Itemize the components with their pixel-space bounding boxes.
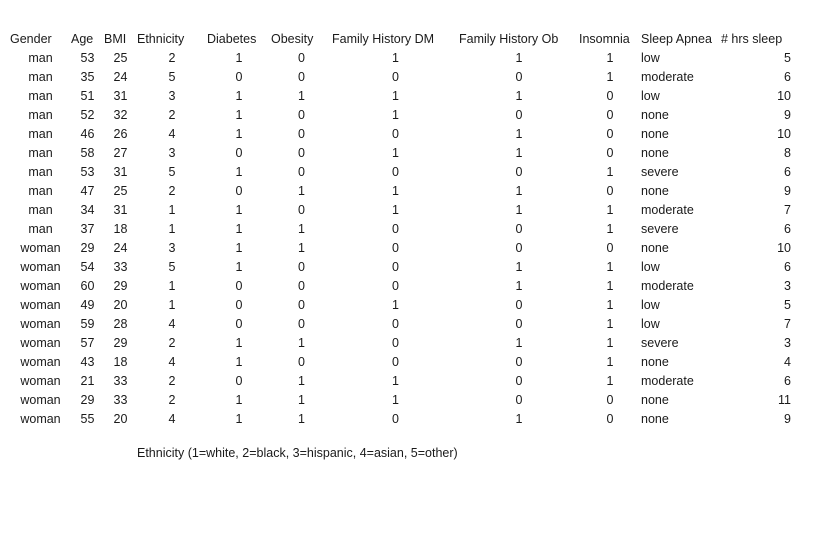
cell-diabetes: 0 xyxy=(235,298,243,312)
cell-gender: man xyxy=(28,89,53,103)
cell-ethnicity: 2 xyxy=(168,184,176,198)
cell-diabetes: 0 xyxy=(235,317,243,331)
cell-hrs-sleep: 7 xyxy=(784,203,791,217)
cell-hrs-sleep: 11 xyxy=(778,393,791,407)
cell-obesity: 1 xyxy=(298,89,305,103)
cell-family-history-ob: 0 xyxy=(515,374,523,388)
cell-hrs-sleep: 5 xyxy=(784,51,791,65)
cell-insomnia: 0 xyxy=(606,241,614,255)
cell-age: 49 xyxy=(80,298,95,312)
cell-obesity: 0 xyxy=(298,298,305,312)
cell-gender: woman xyxy=(20,336,61,350)
cell-family-history-ob: 0 xyxy=(515,298,523,312)
cell-sleep-apnea: low xyxy=(641,89,660,103)
cell-bmi: 26 xyxy=(113,127,128,141)
cell-gender: man xyxy=(28,146,53,160)
cell-bmi: 29 xyxy=(113,336,128,350)
cell-sleep-apnea: none xyxy=(641,355,669,369)
cell-age: 37 xyxy=(80,222,95,236)
cell-sleep-apnea: moderate xyxy=(641,70,694,84)
cell-ethnicity: 5 xyxy=(168,165,176,179)
cell-ethnicity: 2 xyxy=(168,51,176,65)
cell-diabetes: 1 xyxy=(235,222,243,236)
header-row xyxy=(10,30,815,49)
table-row xyxy=(10,296,815,315)
cell-family-history-dm: 0 xyxy=(392,127,399,141)
cell-sleep-apnea: none xyxy=(641,108,669,122)
cell-insomnia: 1 xyxy=(606,317,614,331)
cell-diabetes: 0 xyxy=(235,279,243,293)
cell-hrs-sleep: 6 xyxy=(784,260,791,274)
col-header-hrs-sleep: # hrs sleep xyxy=(721,32,783,46)
cell-family-history-ob: 0 xyxy=(515,393,523,407)
cell-bmi: 18 xyxy=(113,355,128,369)
cell-hrs-sleep: 10 xyxy=(777,241,791,255)
cell-gender: man xyxy=(28,184,53,198)
cell-age: 43 xyxy=(80,355,95,369)
cell-family-history-dm: 1 xyxy=(392,89,399,103)
cell-age: 52 xyxy=(80,108,95,122)
cell-insomnia: 0 xyxy=(606,412,614,426)
cell-obesity: 1 xyxy=(298,412,305,426)
cell-sleep-apnea: moderate xyxy=(641,203,694,217)
col-header-insomnia: Insomnia xyxy=(579,32,630,46)
cell-ethnicity: 2 xyxy=(168,374,176,388)
cell-bmi: 31 xyxy=(113,203,128,217)
cell-hrs-sleep: 7 xyxy=(784,317,791,331)
cell-obesity: 0 xyxy=(298,279,305,293)
cell-ethnicity: 1 xyxy=(168,222,176,236)
cell-ethnicity: 1 xyxy=(168,203,176,217)
cell-hrs-sleep: 4 xyxy=(784,355,791,369)
cell-insomnia: 1 xyxy=(606,70,614,84)
cell-diabetes: 1 xyxy=(235,203,243,217)
cell-obesity: 1 xyxy=(298,184,305,198)
cell-diabetes: 1 xyxy=(235,336,243,350)
cell-age: 21 xyxy=(80,374,95,388)
cell-family-history-ob: 1 xyxy=(515,184,523,198)
cell-family-history-ob: 0 xyxy=(515,108,523,122)
cell-gender: man xyxy=(28,108,53,122)
cell-gender: man xyxy=(28,127,53,141)
table-row xyxy=(10,334,815,353)
cell-gender: woman xyxy=(20,393,61,407)
cell-bmi: 20 xyxy=(113,412,128,426)
cell-obesity: 0 xyxy=(298,127,305,141)
cell-family-history-ob: 0 xyxy=(515,241,523,255)
cell-insomnia: 1 xyxy=(606,203,614,217)
cell-insomnia: 1 xyxy=(606,298,614,312)
cell-ethnicity: 4 xyxy=(168,412,176,426)
cell-bmi: 31 xyxy=(113,89,128,103)
table-row xyxy=(10,106,815,125)
cell-family-history-dm: 1 xyxy=(392,374,399,388)
cell-family-history-dm: 1 xyxy=(392,298,399,312)
cell-obesity: 1 xyxy=(298,241,305,255)
cell-obesity: 1 xyxy=(298,222,305,236)
col-header-family-history-dm: Family History DM xyxy=(332,32,435,46)
cell-insomnia: 0 xyxy=(606,89,614,103)
cell-family-history-dm: 1 xyxy=(392,393,399,407)
cell-diabetes: 1 xyxy=(235,108,243,122)
cell-gender: man xyxy=(28,203,53,217)
cell-gender: man xyxy=(28,222,53,236)
cell-diabetes: 1 xyxy=(235,165,243,179)
cell-diabetes: 1 xyxy=(235,355,243,369)
cell-family-history-dm: 0 xyxy=(392,222,399,236)
cell-family-history-ob: 0 xyxy=(515,222,523,236)
col-header-gender: Gender xyxy=(10,32,52,46)
cell-bmi: 27 xyxy=(113,146,128,160)
cell-sleep-apnea: none xyxy=(641,184,669,198)
cell-diabetes: 0 xyxy=(235,374,243,388)
cell-insomnia: 1 xyxy=(606,374,614,388)
cell-hrs-sleep: 3 xyxy=(784,336,791,350)
cell-family-history-ob: 1 xyxy=(515,203,523,217)
cell-insomnia: 1 xyxy=(606,336,614,350)
col-header-bmi: BMI xyxy=(104,32,127,46)
cell-diabetes: 1 xyxy=(235,260,243,274)
cell-hrs-sleep: 9 xyxy=(784,108,791,122)
cell-age: 54 xyxy=(80,260,95,274)
cell-family-history-ob: 1 xyxy=(515,51,523,65)
cell-obesity: 0 xyxy=(298,165,305,179)
cell-age: 53 xyxy=(80,165,95,179)
cell-ethnicity: 4 xyxy=(168,127,176,141)
cell-bmi: 25 xyxy=(113,184,128,198)
cell-ethnicity: 3 xyxy=(168,146,176,160)
cell-diabetes: 0 xyxy=(235,146,243,160)
cell-gender: man xyxy=(28,165,53,179)
cell-insomnia: 0 xyxy=(606,108,614,122)
cell-family-history-ob: 1 xyxy=(515,146,523,160)
cell-family-history-ob: 1 xyxy=(515,260,523,274)
cell-age: 58 xyxy=(80,146,95,160)
cell-age: 46 xyxy=(80,127,95,141)
cell-obesity: 0 xyxy=(298,146,305,160)
cell-ethnicity: 3 xyxy=(168,241,176,255)
cell-ethnicity: 1 xyxy=(168,279,176,293)
cell-obesity: 0 xyxy=(298,203,305,217)
table-row xyxy=(10,87,815,106)
cell-age: 29 xyxy=(80,393,95,407)
col-header-family-history-ob: Family History Ob xyxy=(459,32,559,46)
cell-ethnicity: 2 xyxy=(168,336,176,350)
cell-insomnia: 0 xyxy=(606,184,614,198)
cell-gender: woman xyxy=(20,317,61,331)
table-row xyxy=(10,220,815,239)
cell-family-history-dm: 0 xyxy=(392,260,399,274)
cell-ethnicity: 2 xyxy=(168,393,176,407)
cell-diabetes: 1 xyxy=(235,51,243,65)
cell-sleep-apnea: moderate xyxy=(641,279,694,293)
cell-age: 47 xyxy=(80,184,95,198)
cell-family-history-dm: 1 xyxy=(392,184,399,198)
cell-sleep-apnea: none xyxy=(641,393,669,407)
table-row xyxy=(10,144,815,163)
cell-insomnia: 0 xyxy=(606,146,614,160)
cell-diabetes: 0 xyxy=(235,184,243,198)
cell-sleep-apnea: none xyxy=(641,127,669,141)
cell-ethnicity: 4 xyxy=(168,355,176,369)
cell-age: 57 xyxy=(80,336,95,350)
cell-obesity: 0 xyxy=(298,260,305,274)
cell-obesity: 0 xyxy=(298,355,305,369)
cell-ethnicity: 4 xyxy=(168,317,176,331)
cell-family-history-dm: 1 xyxy=(392,51,399,65)
cell-family-history-dm: 0 xyxy=(392,241,399,255)
cell-hrs-sleep: 8 xyxy=(784,146,791,160)
cell-family-history-dm: 0 xyxy=(392,279,399,293)
cell-hrs-sleep: 6 xyxy=(784,70,791,84)
table-row xyxy=(10,258,815,277)
cell-family-history-dm: 0 xyxy=(392,165,399,179)
cell-ethnicity: 5 xyxy=(168,260,176,274)
cell-family-history-dm: 1 xyxy=(392,146,399,160)
cell-bmi: 24 xyxy=(113,70,128,84)
cell-sleep-apnea: none xyxy=(641,241,669,255)
cell-insomnia: 0 xyxy=(606,127,614,141)
cell-insomnia: 1 xyxy=(606,165,614,179)
cell-family-history-ob: 1 xyxy=(515,127,523,141)
cell-sleep-apnea: low xyxy=(641,298,660,312)
cell-bmi: 33 xyxy=(113,260,128,274)
table-row xyxy=(10,410,815,429)
table-row xyxy=(10,68,815,87)
cell-obesity: 1 xyxy=(298,374,305,388)
table-row xyxy=(10,49,815,68)
table-row xyxy=(10,372,815,391)
cell-hrs-sleep: 3 xyxy=(784,279,791,293)
table-row xyxy=(10,353,815,372)
cell-insomnia: 1 xyxy=(606,355,614,369)
cell-family-history-dm: 1 xyxy=(392,203,399,217)
cell-hrs-sleep: 6 xyxy=(784,222,791,236)
cell-hrs-sleep: 5 xyxy=(784,298,791,312)
cell-sleep-apnea: moderate xyxy=(641,374,694,388)
cell-bmi: 29 xyxy=(113,279,128,293)
cell-sleep-apnea: severe xyxy=(641,336,679,350)
cell-sleep-apnea: none xyxy=(641,412,669,426)
cell-family-history-dm: 1 xyxy=(392,108,399,122)
cell-hrs-sleep: 9 xyxy=(784,412,791,426)
cell-diabetes: 1 xyxy=(235,393,243,407)
cell-gender: woman xyxy=(20,355,61,369)
cell-hrs-sleep: 6 xyxy=(784,374,791,388)
cell-diabetes: 1 xyxy=(235,412,243,426)
cell-sleep-apnea: severe xyxy=(641,222,679,236)
cell-bmi: 18 xyxy=(113,222,128,236)
cell-obesity: 0 xyxy=(298,51,305,65)
cell-family-history-ob: 0 xyxy=(515,70,523,84)
cell-insomnia: 0 xyxy=(606,393,614,407)
cell-age: 51 xyxy=(80,89,95,103)
cell-age: 53 xyxy=(80,51,95,65)
cell-gender: woman xyxy=(20,241,61,255)
cell-bmi: 33 xyxy=(113,374,128,388)
cell-family-history-ob: 0 xyxy=(515,355,523,369)
data-table xyxy=(10,30,815,429)
cell-bmi: 20 xyxy=(113,298,128,312)
cell-sleep-apnea: none xyxy=(641,146,669,160)
col-header-age: Age xyxy=(71,32,94,46)
cell-gender: man xyxy=(28,70,53,84)
cell-gender: woman xyxy=(20,412,61,426)
cell-sleep-apnea: low xyxy=(641,317,660,331)
col-header-ethnicity: Ethnicity xyxy=(137,32,185,46)
col-header-obesity: Obesity xyxy=(271,32,314,46)
table-row xyxy=(10,201,815,220)
cell-gender: woman xyxy=(20,298,61,312)
cell-diabetes: 1 xyxy=(235,89,243,103)
cell-family-history-ob: 1 xyxy=(515,336,523,350)
cell-bmi: 33 xyxy=(113,393,128,407)
cell-family-history-dm: 0 xyxy=(392,336,399,350)
cell-family-history-ob: 1 xyxy=(515,89,523,103)
cell-diabetes: 1 xyxy=(235,241,243,255)
cell-age: 59 xyxy=(80,317,95,331)
cell-sleep-apnea: low xyxy=(641,51,660,65)
cell-gender: man xyxy=(28,51,53,65)
table-row xyxy=(10,125,815,144)
cell-hrs-sleep: 9 xyxy=(784,184,791,198)
cell-age: 34 xyxy=(80,203,95,217)
cell-bmi: 24 xyxy=(113,241,128,255)
cell-diabetes: 1 xyxy=(235,127,243,141)
cell-sleep-apnea: severe xyxy=(641,165,679,179)
cell-bmi: 31 xyxy=(113,165,128,179)
table-row xyxy=(10,391,815,410)
cell-insomnia: 1 xyxy=(606,51,614,65)
cell-family-history-dm: 0 xyxy=(392,70,399,84)
cell-bmi: 25 xyxy=(113,51,128,65)
cell-insomnia: 1 xyxy=(606,222,614,236)
table-row xyxy=(10,277,815,296)
cell-ethnicity: 1 xyxy=(168,298,176,312)
cell-age: 55 xyxy=(80,412,95,426)
cell-family-history-dm: 0 xyxy=(392,355,399,369)
col-header-sleep-apnea: Sleep Apnea xyxy=(641,32,712,46)
cell-obesity: 0 xyxy=(298,317,305,331)
ethnicity-legend-note: Ethnicity (1=white, 2=black, 3=hispanic, 4=asian, 5=other) xyxy=(137,446,458,460)
cell-ethnicity: 3 xyxy=(168,89,176,103)
cell-gender: woman xyxy=(20,374,61,388)
table-row xyxy=(10,315,815,334)
cell-obesity: 0 xyxy=(298,70,305,84)
cell-diabetes: 0 xyxy=(235,70,243,84)
cell-age: 35 xyxy=(80,70,95,84)
cell-age: 60 xyxy=(80,279,95,293)
cell-gender: woman xyxy=(20,260,61,274)
cell-insomnia: 1 xyxy=(606,260,614,274)
cell-hrs-sleep: 10 xyxy=(777,127,791,141)
cell-ethnicity: 5 xyxy=(168,70,176,84)
cell-family-history-ob: 0 xyxy=(515,165,523,179)
cell-family-history-ob: 1 xyxy=(515,279,523,293)
cell-obesity: 1 xyxy=(298,393,305,407)
cell-gender: woman xyxy=(20,279,61,293)
cell-age: 29 xyxy=(80,241,95,255)
cell-bmi: 28 xyxy=(113,317,128,331)
cell-hrs-sleep: 6 xyxy=(784,165,791,179)
cell-family-history-ob: 0 xyxy=(515,317,523,331)
cell-sleep-apnea: low xyxy=(641,260,660,274)
cell-obesity: 1 xyxy=(298,336,305,350)
cell-ethnicity: 2 xyxy=(168,108,176,122)
cell-hrs-sleep: 10 xyxy=(777,89,791,103)
cell-family-history-ob: 1 xyxy=(515,412,523,426)
cell-bmi: 32 xyxy=(113,108,128,122)
table-row xyxy=(10,239,815,258)
cell-family-history-dm: 0 xyxy=(392,317,399,331)
table-row xyxy=(10,182,815,201)
cell-obesity: 0 xyxy=(298,108,305,122)
table-body xyxy=(10,49,815,429)
cell-family-history-dm: 0 xyxy=(392,412,399,426)
col-header-diabetes: Diabetes xyxy=(207,32,257,46)
table-row xyxy=(10,163,815,182)
cell-insomnia: 1 xyxy=(606,279,614,293)
